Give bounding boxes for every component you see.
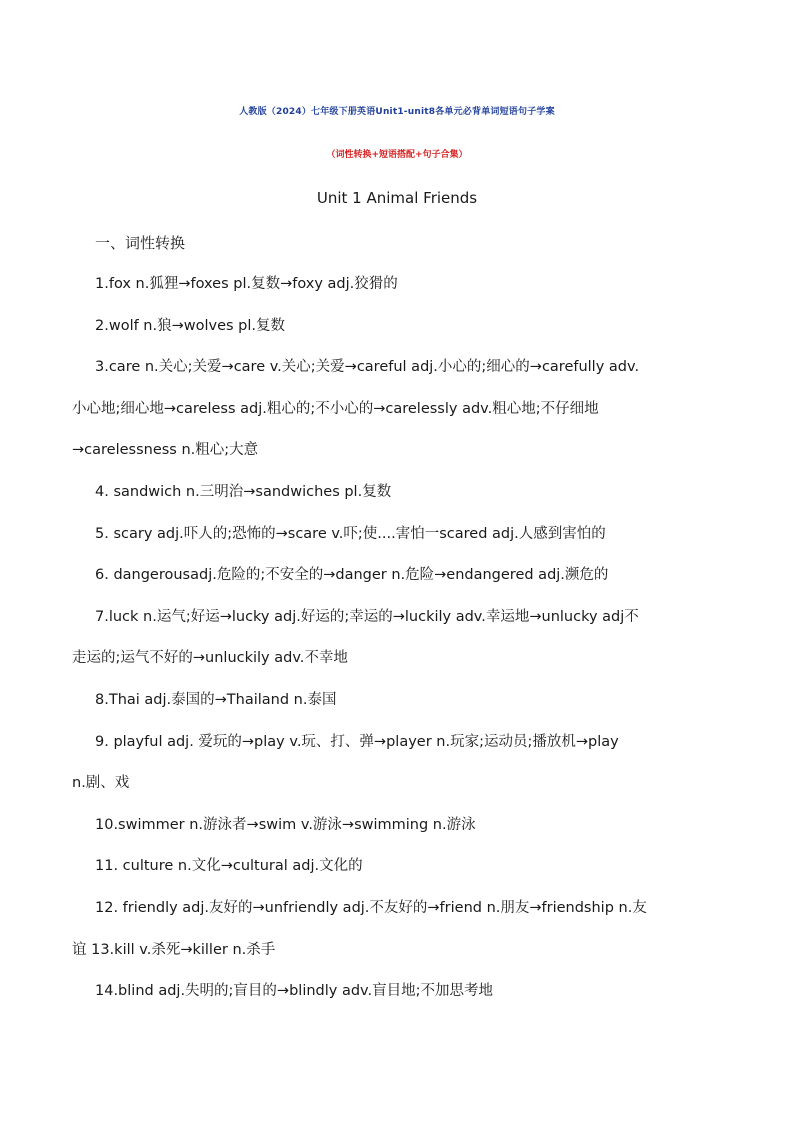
- entry-line: 5. scary adj.吓人的;恐怖的→scare v.吓;使....害怕一scared adj.人感到害怕的: [95, 526, 606, 542]
- entry-line: 9. playful adj. 爱玩的→play v.玩、打、弹→player n.玩家;运动员;播放机→play: [95, 734, 619, 750]
- entry-line: 1.fox n.狐狸→foxes pl.复数→foxy adj.狡猾的: [95, 276, 398, 292]
- document-subtitle: （词性转换+短语搭配+句子合集）: [326, 150, 468, 160]
- entry-line: 11. culture n.文化→cultural adj.文化的: [95, 858, 363, 874]
- entry-line-continued: 小心地;细心地→careless adj.粗心的;不小心的→carelessly adv.粗心地;不仔细地: [72, 401, 599, 417]
- entry-line-continued: →carelessness n.粗心;大意: [72, 442, 259, 458]
- entry-line: 12. friendly adj.友好的→unfriendly adj.不友好的→friend n.朋友→friendship n.友: [95, 900, 647, 916]
- entry-line-continued: 谊 13.kill v.杀死→killer n.杀手: [72, 942, 276, 958]
- entry-line-continued: 走运的;运气不好的→unluckily adv.不幸地: [72, 650, 348, 666]
- entry-line: 3.care n.关心;关爱→care v.关心;关爱→careful adj.小心的;细心的→carefully adv.: [95, 359, 640, 375]
- entry-line: 8.Thai adj.泰国的→Thailand n.泰国: [95, 692, 337, 708]
- entry-line: 4. sandwich n.三明治→sandwiches pl.复数: [95, 484, 392, 500]
- section-heading: 一、词性转换: [95, 234, 186, 252]
- entry-line-continued: n.剧、戏: [72, 775, 130, 791]
- entry-line: 2.wolf n.狼→wolves pl.复数: [95, 318, 286, 334]
- unit-heading: Unit 1 Animal Friends: [316, 189, 478, 207]
- document-title: 人教版（2024）七年级下册英语Unit1-unit8各单元必背单词短语句子学案: [239, 107, 555, 117]
- entry-line: 14.blind adj.失明的;盲目的→blindly adv.盲目地;不加思考地: [95, 983, 493, 999]
- entry-line: 7.luck n.运气;好运→lucky adj.好运的;幸运的→luckily adv.幸运地→unlucky adj不: [95, 609, 639, 625]
- entry-line: 10.swimmer n.游泳者→swim v.游泳→swimming n.游泳: [95, 817, 476, 833]
- entry-line: 6. dangerousadj.危险的;不安全的→danger n.危险→endangered adj.濒危的: [95, 567, 609, 583]
